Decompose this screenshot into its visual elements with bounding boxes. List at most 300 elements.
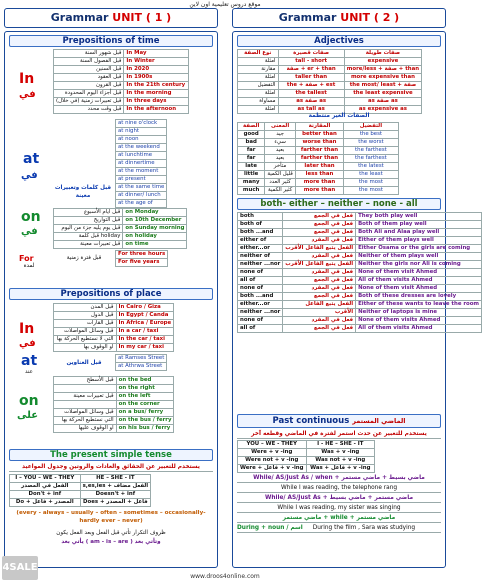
irregular-row [238, 187, 399, 195]
time-at-row [116, 136, 167, 144]
past-cont-ex3: While/ AS/Just As + ماضي مستمر + ماضي بسيط [237, 494, 441, 503]
both-cell: الفعل يتبع الفاعل الأقرب [283, 261, 356, 269]
place-in-row [54, 336, 174, 344]
irregular-cell: بعيد [265, 147, 296, 155]
both-cell: فعل في المفرد [283, 285, 356, 293]
both-cell: Neither of laptops is mine [356, 309, 482, 317]
adjectives-cell: the least expensive [344, 90, 421, 98]
both-cell: Either of them plays well [356, 237, 482, 245]
adjectives-row [238, 98, 422, 106]
past-cont-ex1: While/ AS/Just As / when + ماضي بسيط + ماضي مستمر [237, 474, 441, 483]
time-in-cell: In the afternoon [124, 106, 189, 114]
right-header [232, 8, 446, 28]
time-at-cell: at dinnertime [116, 160, 167, 168]
past-cont-during [237, 524, 441, 533]
time-at-row [116, 144, 167, 152]
place-in-label: In [19, 321, 35, 337]
place-in-ar: في [19, 338, 36, 349]
both-cell: الفعل يتبع الفاعل الأقرب [283, 245, 356, 253]
place-in-table [53, 303, 174, 352]
present-simple-row [10, 491, 151, 499]
past-cont-cell: Were not + v -ing [238, 457, 307, 465]
both-cell: None of them visit Ahmed [356, 285, 482, 293]
both-cell: all of [238, 277, 283, 285]
present-simple-cell: I – YOU – WE - THEY [10, 475, 81, 483]
time-at-row [116, 128, 167, 136]
both-row [238, 325, 482, 333]
adjectives-cell: more/less + صفة + than [344, 66, 421, 74]
place-in-cell: In the car / taxi [116, 336, 174, 344]
time-at-cell: at the moment [116, 168, 167, 176]
time-at-label: at [23, 151, 40, 167]
both-row [238, 293, 482, 301]
right-header-word: Grammar [278, 11, 337, 24]
place-on-table [53, 376, 174, 433]
adjectives-table [237, 49, 422, 114]
adjectives-cell: امثلة [238, 90, 279, 98]
time-on-row [54, 209, 187, 217]
past-cont-ex6: During + noun / اسم [237, 525, 303, 531]
time-in-cell: قبل أجزاء اليوم المحدودة [54, 90, 124, 98]
past-cont-cell: I - HE – SHE - IT [306, 441, 375, 449]
irregular-cell: متأخر [265, 163, 296, 171]
both-cell: Both of them play well [356, 221, 482, 229]
place-in-cell: In a car / taxi [116, 328, 174, 336]
irregular-cell: كثير العدد [265, 179, 296, 187]
irregular-cell: bad [238, 139, 265, 147]
present-simple-title: The present simple tense [9, 449, 213, 461]
adjectives-row [238, 90, 422, 98]
time-at-row [116, 168, 167, 176]
place-on-cell: قبل الأسطح [54, 377, 117, 385]
time-in-row [54, 50, 189, 58]
both-cell: Neither of them plays well [356, 253, 482, 261]
time-at-cell: at the weekend [116, 144, 167, 152]
irregular-cell: the latest [344, 163, 399, 171]
time-in-cell: قبل العقود [54, 74, 124, 82]
present-simple-row [10, 499, 151, 507]
place-at-cell: at Ramses Street [116, 355, 167, 363]
both-cell: فعل في المفرد [283, 237, 356, 245]
irregular-cell: later than [295, 163, 343, 171]
time-at-row [116, 120, 167, 128]
place-on-cell: on a bus/ ferry [116, 409, 174, 417]
irregular-cell: farther than [295, 147, 343, 155]
both-cell: none of [238, 317, 283, 325]
time-on-row [54, 233, 187, 241]
adjectives-cell: more expensive than [344, 74, 421, 82]
both-cell: All of them visits Ahmed [356, 325, 482, 333]
time-in-row [54, 90, 189, 98]
time-on-cell: قبل تعبيرات معينة [54, 241, 123, 249]
place-at-ar: عند [25, 369, 33, 375]
irregular-cell: the farthest [344, 155, 399, 163]
place-on-row [54, 409, 174, 417]
both-row [238, 269, 482, 277]
past-cont-ex4: While I was reading, my sister was singing [237, 504, 441, 513]
both-cell: both of [238, 221, 283, 229]
time-for-note: قبل فترة زمنية [66, 255, 102, 261]
place-in-row [54, 344, 174, 352]
time-on-cell: قبل التواريخ [54, 217, 123, 225]
irregular-cell: farther than [295, 155, 343, 163]
both-cell: neither of [238, 253, 283, 261]
adjectives-row [238, 82, 422, 90]
time-in-table [53, 49, 189, 114]
left-header-word: Grammar [50, 11, 109, 24]
time-in-cell: In Winter [124, 58, 189, 66]
irregular-row [238, 155, 399, 163]
place-at-row [116, 363, 167, 371]
both-row [238, 229, 482, 237]
time-on-table [53, 208, 187, 249]
irregular-cell: بعيد [265, 155, 296, 163]
time-on-label: on [21, 209, 41, 225]
time-on-cell: on Monday [123, 209, 187, 217]
both-row [238, 285, 482, 293]
both-row [238, 309, 482, 317]
both-row [238, 213, 482, 221]
past-cont-ex7: During the film , Sara was studying [312, 525, 416, 531]
both-cell: فعل في الجمع [283, 229, 356, 237]
place-at-row [116, 355, 167, 363]
adjectives-cell: صفة + er + than [278, 66, 344, 74]
place-at-label: at [21, 353, 38, 369]
adjectives-cell: امثلة [238, 74, 279, 82]
time-at-row [116, 176, 167, 184]
both-row [238, 253, 482, 261]
place-on-cell: on the left [116, 393, 174, 401]
present-simple-use: يستخدم للتعبير عن الحقائق والعادات والروتين وجدول المواعيد [9, 463, 213, 472]
adjectives-cell: expensive [344, 58, 421, 66]
time-at-row [116, 192, 167, 200]
present-simple-cell: الفعل في المصدر [10, 483, 81, 491]
irregular-head: التفضيل [344, 123, 399, 131]
time-at-cell: at nine o'clock [116, 120, 167, 128]
irregular-cell: good [238, 131, 265, 139]
irregular-cell: the worst [344, 139, 399, 147]
past-cont-cell: Were + فاعل + v -ing [238, 465, 307, 473]
both-cell: both ...and [238, 229, 283, 237]
past-cont-cell: YOU – WE - THEY [238, 441, 307, 449]
irregular-cell: the farthest [344, 147, 399, 155]
time-at-cell: at night [116, 128, 167, 136]
place-on-cell [54, 385, 117, 393]
time-in-ar: في [19, 89, 36, 100]
place-in-cell: قبل القارات [54, 320, 117, 328]
place-on-cell: قبل تعبيرات معينة [54, 393, 117, 401]
time-in-cell: قبل وقت محدد [54, 106, 124, 114]
time-at-table [115, 119, 167, 208]
time-for-cell: For five years [116, 259, 168, 267]
place-in-cell: In Egypt / Canda [116, 312, 174, 320]
both-row [238, 277, 482, 285]
time-at-cell: at dinner/ lunch [116, 192, 167, 200]
present-simple-be: يأتي بعد ( am - is – are ) وتأتي بعد [61, 539, 161, 545]
place-on-row [54, 385, 174, 393]
irregular-cell: جيد [265, 131, 296, 139]
place-in-cell: In my car / taxi [116, 344, 174, 352]
irregular-row [238, 163, 399, 171]
time-on-row [54, 217, 187, 225]
time-for-ar: لمدة [23, 263, 35, 269]
irregular-row [238, 147, 399, 155]
place-in-cell: او الوقوف بها [54, 344, 117, 352]
irregular-cell: late [238, 163, 265, 171]
place-on-cell: on his bus / ferry [116, 425, 174, 433]
both-cell: either...or [238, 245, 283, 253]
irregular-cell: far [238, 155, 265, 163]
place-on-cell [54, 401, 117, 409]
adjectives-cell: as صفة as [344, 98, 421, 106]
irregular-cell: سيء [265, 139, 296, 147]
place-on-ar: على [17, 410, 39, 421]
time-in-row [54, 82, 189, 90]
time-at-row [116, 160, 167, 168]
place-title: Prepositions of place [9, 288, 213, 300]
time-on-cell: قبل كلمة holiday [54, 233, 123, 241]
place-on-label: on [19, 393, 39, 409]
place-in-cell: قبل المدن [54, 304, 117, 312]
place-on-row [54, 377, 174, 385]
time-on-cell: قبل ايام الأسبوع [54, 209, 123, 217]
time-in-cell: In the 21th century [124, 82, 189, 90]
site-logo: 4SALE [2, 556, 38, 580]
both-cell: all of [238, 325, 283, 333]
place-on-cell: on the corner [116, 401, 174, 409]
both-row [238, 301, 482, 309]
irregular-table [237, 122, 399, 195]
past-cont-ex5: ماضي مستمر + while + ماضي مستمر [237, 514, 441, 523]
place-on-cell: قبل وسائل المواصلات [54, 409, 117, 417]
right-column [232, 31, 480, 568]
place-in-cell: قبل الدول [54, 312, 117, 320]
present-simple-cell: Don't + inf [10, 491, 81, 499]
irregular-cell: كثير الكمية [265, 187, 296, 195]
place-in-row [54, 328, 174, 336]
irregular-cell: قليل الكمية [265, 171, 296, 179]
both-cell: Either Osama or the girls are coming [356, 245, 482, 253]
time-for-table [115, 250, 168, 267]
place-on-cell: او الوقوف عليها [54, 425, 117, 433]
present-simple-cell: HE – SHE - IT [80, 475, 151, 483]
past-cont-title-ar: الماضي المستمر [352, 417, 406, 425]
both-cell: None of them visits Ahmed [356, 317, 482, 325]
time-at-cell: at the same time [116, 184, 167, 192]
adjectives-cell: the most/ least + صفة [344, 82, 421, 90]
time-in-cell: قبل شهور السنة [54, 50, 124, 58]
present-simple-cell: s,es,ies + الفعل مضاف [80, 483, 151, 491]
irregular-title: الصفات الغير منتظمة [308, 113, 370, 119]
irregular-row [238, 131, 399, 139]
time-for-row [116, 259, 168, 267]
place-in-cell: التي لا نستطيع الحركة بها [54, 336, 117, 344]
irregular-cell: many [238, 179, 265, 187]
both-cell: Both Ali and Alaa play well [356, 229, 482, 237]
left-column [4, 31, 218, 568]
irregular-head: المقارنة [295, 123, 343, 131]
time-at-row [116, 152, 167, 160]
adjectives-cell: as tall as [278, 106, 344, 114]
irregular-cell: worse than [295, 139, 343, 147]
time-in-cell: قبل السنين [54, 66, 124, 74]
both-row [238, 317, 482, 325]
both-row [238, 261, 482, 269]
past-cont-row [238, 465, 375, 473]
past-cont-cell: Was + v -ing [306, 449, 375, 457]
time-for-row [116, 251, 168, 259]
adjectives-cell: التفضيل [238, 82, 279, 90]
both-cell: الفعل يتبع الفاعل [283, 301, 356, 309]
both-title: both- either – neither – none - all [237, 198, 441, 210]
present-simple-cell: Do + المصدر + فاعل [10, 499, 81, 507]
adjectives-cell: as expensive as [344, 106, 421, 114]
time-on-cell: on time [123, 241, 187, 249]
both-cell: All of them visits Ahmed [356, 277, 482, 285]
irregular-cell: the best [344, 131, 399, 139]
time-for-cell: For three hours [116, 251, 168, 259]
adjectives-cell: taller than [278, 74, 344, 82]
adjectives-head: صفات طويلة [344, 50, 421, 58]
both-cell: فعل في الجمع [283, 221, 356, 229]
both-cell: فعل في الجمع [283, 277, 356, 285]
place-on-cell: التي نستطيع الحركة بها [54, 417, 117, 425]
both-cell: فعل في الجمع [283, 325, 356, 333]
place-on-row [54, 401, 174, 409]
present-simple-verbs: ظروف التكرار تأتي قبل الفعل وبعد الفعل يكون [56, 530, 166, 536]
place-at-cell: at Athrwa Street [116, 363, 167, 371]
left-header-num: ( 1 ) [145, 11, 172, 24]
time-in-cell: In the morning [124, 90, 189, 98]
time-on-row [54, 241, 187, 249]
adjectives-cell: the + صفة + est [278, 82, 344, 90]
adjectives-title: Adjectives [237, 35, 441, 47]
time-on-row [54, 225, 187, 233]
place-on-row [54, 417, 174, 425]
both-table [237, 212, 482, 333]
irregular-cell: less than [295, 171, 343, 179]
site-caption: موقع دروس تعليمية اون لاين [189, 1, 261, 8]
both-cell: فعل في الجمع [283, 293, 356, 301]
past-cont-ex2: While I was reading, the telephone rang [237, 484, 441, 493]
both-cell: None of them visit Ahmed [356, 269, 482, 277]
time-in-cell: In 1900s [124, 74, 189, 82]
time-in-row [54, 74, 189, 82]
irregular-row [238, 139, 399, 147]
both-cell: فعل في المفرد [283, 317, 356, 325]
time-in-cell: قبل القرون [54, 82, 124, 90]
both-cell: none of [238, 285, 283, 293]
both-cell: فعل في الجمع [283, 213, 356, 221]
place-on-row [54, 393, 174, 401]
adjectives-cell: as صفة as [278, 98, 344, 106]
time-in-row [54, 98, 189, 106]
time-at-cell: at the age of [116, 200, 167, 208]
time-at-note: قبل كلمات وتعبيرات معينة [54, 185, 112, 199]
past-cont-table [237, 440, 375, 473]
time-for-label: For [19, 254, 34, 263]
past-cont-use: يستخدم للتعبير عن حدث استمر لفترة في الماضي وقطعه آخر [237, 430, 441, 439]
time-on-ar: في [21, 226, 38, 237]
both-row [238, 245, 482, 253]
irregular-cell: more than [295, 187, 343, 195]
adjectives-head: نوع الصفة [238, 50, 279, 58]
time-on-cell: on 10th December [123, 217, 187, 225]
past-cont-cell: Was + فاعل + v -ing [306, 465, 375, 473]
both-cell: both [238, 213, 283, 221]
irregular-cell: the most [344, 187, 399, 195]
time-in-cell: In May [124, 50, 189, 58]
irregular-cell: more than [295, 179, 343, 187]
place-on-cell: on the bus / ferry [116, 417, 174, 425]
present-simple-table [9, 474, 151, 507]
place-on-cell: on the right [116, 385, 174, 393]
both-cell: They both play well [356, 213, 482, 221]
irregular-head: الصفة [238, 123, 265, 131]
footer-url: www.droos4online.com [190, 573, 260, 580]
time-at-ar: في [21, 170, 38, 181]
irregular-head: المعنى [265, 123, 296, 131]
both-cell: neither ...nor [238, 309, 283, 317]
time-on-cell: on Sunday morning [123, 225, 187, 233]
time-in-row [54, 66, 189, 74]
adjectives-cell: امثلة [238, 106, 279, 114]
past-cont-row [238, 457, 375, 465]
place-in-row [54, 304, 174, 312]
both-cell: neither ...nor [238, 261, 283, 269]
present-simple-cell: Does + فاعل + المصدر [80, 499, 151, 507]
place-in-cell: In Cairo / Giza [116, 304, 174, 312]
irregular-cell: the least [344, 171, 399, 179]
irregular-cell: better than [295, 131, 343, 139]
both-cell: Both of these dresses are lovely [356, 293, 482, 301]
time-in-row [54, 58, 189, 66]
time-at-cell: at lunchtime [116, 152, 167, 160]
time-on-cell: قبل يوم يليه جزء من اليوم [54, 225, 123, 233]
time-at-row [116, 200, 167, 208]
left-header [4, 8, 218, 28]
time-at-cell: at noon [116, 136, 167, 144]
time-title: Prepositions of time [9, 35, 213, 47]
page-top [0, 0, 450, 30]
both-cell: either of [238, 237, 283, 245]
irregular-row [238, 179, 399, 187]
adjectives-cell: مساواة [238, 98, 279, 106]
adjectives-cell: مقارنة [238, 66, 279, 74]
time-at-cell: at present [116, 176, 167, 184]
place-on-row [54, 425, 174, 433]
adjectives-row [238, 58, 422, 66]
time-in-cell: قبل تعبيرات زمنية (في خلال) [54, 98, 124, 106]
both-cell: Neither the girls nor Ali is coming [356, 261, 482, 269]
both-cell: فعل في المفرد [283, 253, 356, 261]
past-cont-row [238, 449, 375, 457]
adjectives-row [238, 74, 422, 82]
place-in-cell: In Africa / Europe [116, 320, 174, 328]
both-cell: either...or [238, 301, 283, 309]
irregular-cell: little [238, 171, 265, 179]
place-in-row [54, 320, 174, 328]
place-at-note: قبل العناوين [66, 360, 102, 366]
present-simple-adverbs: (every - always – usually – often – sometimes – occasionally- hardly ever – never) [16, 510, 206, 524]
adjectives-cell: the tallest [278, 90, 344, 98]
left-header-unit: UNIT [112, 11, 142, 24]
past-cont-cell: Was not + v -ing [306, 457, 375, 465]
past-cont-title-en: Past continuous [272, 416, 350, 426]
time-in-cell: In three days [124, 98, 189, 106]
adjectives-head: صفات قصيرة [278, 50, 344, 58]
both-cell: Either of these wants to leave the room [356, 301, 482, 309]
